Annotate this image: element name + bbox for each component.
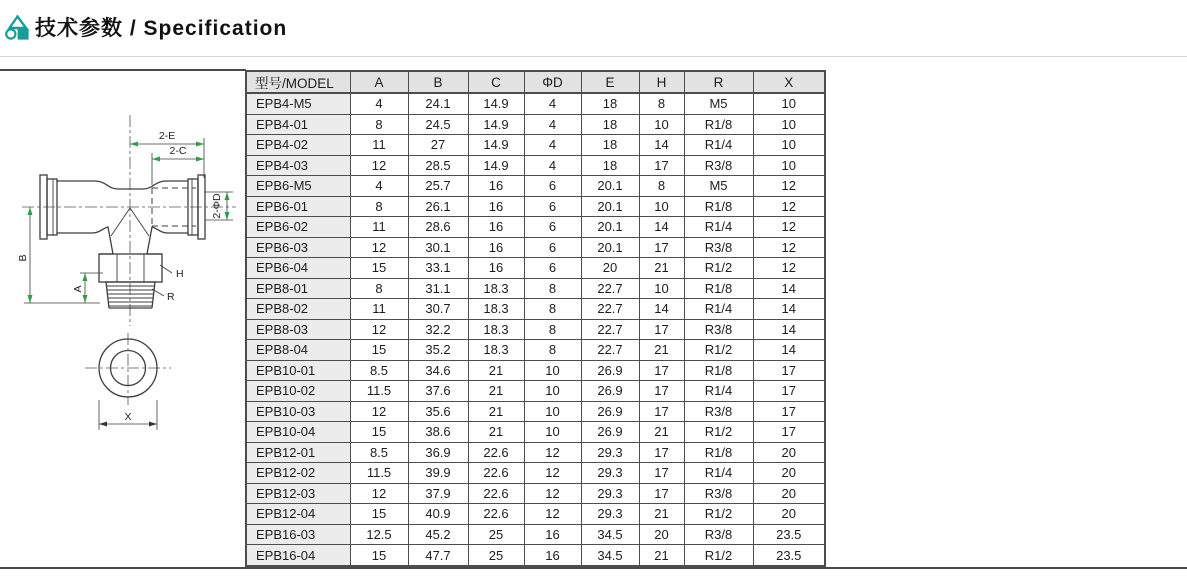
cell-value: 17: [639, 360, 684, 381]
table-row: [246, 545, 825, 566]
cell-value: 6: [524, 196, 581, 217]
cell-value: R1/8: [684, 442, 753, 463]
cell-value: R1/8: [684, 196, 753, 217]
cell-value: 12: [524, 483, 581, 504]
cell-value: 14: [639, 217, 684, 238]
divider-light: [0, 56, 1187, 57]
cell-value: 10: [639, 196, 684, 217]
cell-value: 17: [639, 237, 684, 258]
cell-value: 18.3: [468, 278, 524, 299]
section-header: [0, 0, 1187, 56]
cell-value: R1/8: [684, 360, 753, 381]
cell-value: 16: [468, 237, 524, 258]
cell-value: 33.1: [408, 258, 468, 279]
cell-model: EPB10-04: [246, 422, 350, 443]
cell-value: 26.9: [581, 381, 639, 402]
col-header: X: [753, 71, 825, 93]
cell-model: EPB6-M5: [246, 176, 350, 197]
cell-value: 23.5: [753, 524, 825, 545]
cell-value: 12: [753, 217, 825, 238]
cell-value: 24.1: [408, 93, 468, 114]
dim-label-2phid: 2-ΦD: [211, 193, 223, 219]
cell-value: 21: [468, 401, 524, 422]
cell-value: 18.3: [468, 319, 524, 340]
cell-value: 22.6: [468, 442, 524, 463]
cell-value: 8: [524, 278, 581, 299]
cell-value: 22.7: [581, 299, 639, 320]
cell-value: 12: [524, 463, 581, 484]
cell-value: 8: [350, 196, 408, 217]
table-row: [246, 114, 825, 135]
cell-value: 17: [639, 381, 684, 402]
cell-model: EPB12-04: [246, 504, 350, 525]
cell-value: 21: [468, 422, 524, 443]
cell-value: 10: [524, 360, 581, 381]
cell-value: 10: [524, 422, 581, 443]
cell-value: 20: [753, 442, 825, 463]
cell-value: 15: [350, 504, 408, 525]
cell-value: 18: [581, 155, 639, 176]
cell-value: M5: [684, 93, 753, 114]
cell-value: 18: [581, 93, 639, 114]
cell-value: 12: [350, 483, 408, 504]
table-row: [246, 381, 825, 402]
cell-model: EPB10-02: [246, 381, 350, 402]
shapes-icon: [5, 15, 31, 41]
cell-value: 21: [468, 360, 524, 381]
cell-value: 18: [581, 135, 639, 156]
cell-value: 12: [350, 155, 408, 176]
table-row: [246, 319, 825, 340]
cell-value: 14.9: [468, 135, 524, 156]
cell-value: 11.5: [350, 381, 408, 402]
cell-model: EPB8-03: [246, 319, 350, 340]
cell-value: 21: [639, 258, 684, 279]
cell-value: 21: [639, 422, 684, 443]
cell-value: 14: [639, 135, 684, 156]
cell-model: EPB8-02: [246, 299, 350, 320]
cell-value: 47.7: [408, 545, 468, 566]
table-row: [246, 155, 825, 176]
cell-value: R1/4: [684, 217, 753, 238]
cell-value: 20.1: [581, 176, 639, 197]
cell-value: R1/2: [684, 504, 753, 525]
cell-value: 14: [639, 299, 684, 320]
cell-value: 11.5: [350, 463, 408, 484]
cell-value: 29.3: [581, 442, 639, 463]
table-row: [246, 93, 825, 114]
cell-value: R3/8: [684, 483, 753, 504]
cell-value: 20.1: [581, 217, 639, 238]
cell-value: 26.9: [581, 360, 639, 381]
cell-value: 22.7: [581, 319, 639, 340]
cell-value: 15: [350, 422, 408, 443]
cell-model: EPB10-01: [246, 360, 350, 381]
cell-value: 35.2: [408, 340, 468, 361]
dim-label-b: B: [17, 254, 29, 262]
cell-value: 26.9: [581, 401, 639, 422]
cell-model: EPB4-02: [246, 135, 350, 156]
cell-value: 20: [753, 504, 825, 525]
cell-value: 21: [468, 381, 524, 402]
cell-value: R3/8: [684, 237, 753, 258]
cell-value: 16: [524, 545, 581, 566]
cell-value: 32.2: [408, 319, 468, 340]
table-row: [246, 196, 825, 217]
cell-value: 8.5: [350, 360, 408, 381]
cell-value: 8: [524, 319, 581, 340]
cell-model: EPB8-01: [246, 278, 350, 299]
cell-value: 12: [753, 196, 825, 217]
cell-value: 14.9: [468, 155, 524, 176]
table-row: [246, 258, 825, 279]
cell-value: 28.6: [408, 217, 468, 238]
dim-label-a: A: [72, 285, 84, 293]
cell-value: 39.9: [408, 463, 468, 484]
cell-value: 17: [753, 422, 825, 443]
cell-value: 25: [468, 524, 524, 545]
cell-value: 10: [753, 114, 825, 135]
cell-value: R3/8: [684, 401, 753, 422]
cell-value: 30.7: [408, 299, 468, 320]
cell-value: 16: [468, 217, 524, 238]
cell-value: 14.9: [468, 93, 524, 114]
dim-label-2c: 2-C: [169, 145, 187, 157]
cell-value: 12: [753, 176, 825, 197]
cell-value: R1/2: [684, 545, 753, 566]
cell-value: 26.9: [581, 422, 639, 443]
cell-value: 17: [639, 483, 684, 504]
cell-model: EPB8-04: [246, 340, 350, 361]
cell-value: 17: [639, 442, 684, 463]
cell-model: EPB12-02: [246, 463, 350, 484]
cell-value: 8: [639, 176, 684, 197]
page-title: 技术参数 / Specification: [35, 17, 288, 40]
table-row: [246, 176, 825, 197]
cell-value: 16: [524, 524, 581, 545]
cell-value: 6: [524, 176, 581, 197]
cell-value: 16: [468, 196, 524, 217]
cell-model: EPB12-03: [246, 483, 350, 504]
cell-value: 40.9: [408, 504, 468, 525]
cell-value: 4: [350, 93, 408, 114]
cell-value: 22.6: [468, 463, 524, 484]
cell-value: R1/2: [684, 340, 753, 361]
cell-value: R1/8: [684, 114, 753, 135]
cell-value: 12.5: [350, 524, 408, 545]
table-row: [246, 340, 825, 361]
dim-label-2e: 2-E: [158, 130, 176, 142]
table-row: [246, 483, 825, 504]
cell-model: EPB6-03: [246, 237, 350, 258]
col-header: E: [581, 71, 639, 93]
cell-value: 12: [350, 237, 408, 258]
cell-value: 35.6: [408, 401, 468, 422]
cell-value: 4: [350, 176, 408, 197]
cell-value: 12: [524, 504, 581, 525]
cell-value: 30.1: [408, 237, 468, 258]
cell-value: 10: [524, 381, 581, 402]
cell-value: 6: [524, 217, 581, 238]
cell-value: M5: [684, 176, 753, 197]
col-header: ΦD: [524, 71, 581, 93]
cell-value: 20: [753, 463, 825, 484]
cell-value: 8: [524, 340, 581, 361]
cell-value: R1/2: [684, 422, 753, 443]
table-row: [246, 237, 825, 258]
cell-value: 12: [350, 319, 408, 340]
cell-value: 20: [753, 483, 825, 504]
cell-value: 10: [524, 401, 581, 422]
dim-label-h: H: [176, 268, 184, 280]
cell-value: 36.9: [408, 442, 468, 463]
cell-value: 14: [753, 340, 825, 361]
cell-value: R1/4: [684, 381, 753, 402]
cell-value: 18.3: [468, 340, 524, 361]
table-row: [246, 278, 825, 299]
cell-value: 29.3: [581, 483, 639, 504]
cell-value: 21: [639, 545, 684, 566]
cell-value: 34.5: [581, 545, 639, 566]
table-row: [246, 422, 825, 443]
cell-value: 10: [753, 93, 825, 114]
table-row: [246, 299, 825, 320]
cell-value: 12: [524, 442, 581, 463]
cell-value: 24.5: [408, 114, 468, 135]
table-row: [246, 463, 825, 484]
cell-value: 14: [753, 319, 825, 340]
cell-value: R1/4: [684, 135, 753, 156]
cell-value: 8: [350, 278, 408, 299]
cell-value: 17: [753, 401, 825, 422]
cell-value: 15: [350, 340, 408, 361]
cell-value: 17: [753, 381, 825, 402]
cell-value: 12: [753, 237, 825, 258]
cell-model: EPB6-01: [246, 196, 350, 217]
cell-value: 37.6: [408, 381, 468, 402]
cell-value: 23.5: [753, 545, 825, 566]
cell-value: 34.6: [408, 360, 468, 381]
table-row: [246, 524, 825, 545]
cell-value: 17: [753, 360, 825, 381]
dim-label-r: R: [167, 291, 175, 303]
cell-value: 12: [753, 258, 825, 279]
cell-value: 8: [350, 114, 408, 135]
table-row: [246, 504, 825, 525]
cell-value: 6: [524, 258, 581, 279]
cell-value: 22.6: [468, 504, 524, 525]
cell-value: 6: [524, 237, 581, 258]
cell-model: EPB4-M5: [246, 93, 350, 114]
cell-value: R3/8: [684, 524, 753, 545]
cell-value: 11: [350, 299, 408, 320]
cell-value: 4: [524, 93, 581, 114]
cell-value: 14.9: [468, 114, 524, 135]
cell-value: R1/4: [684, 299, 753, 320]
cell-value: R3/8: [684, 319, 753, 340]
cell-value: 10: [639, 114, 684, 135]
cell-value: 20: [581, 258, 639, 279]
cell-value: 8.5: [350, 442, 408, 463]
cell-model: EPB6-02: [246, 217, 350, 238]
table-row: [246, 217, 825, 238]
cell-value: 17: [639, 463, 684, 484]
table-row: [246, 401, 825, 422]
cell-value: 17: [639, 401, 684, 422]
spec-table: [245, 70, 826, 567]
cell-value: 22.6: [468, 483, 524, 504]
cell-value: 26.1: [408, 196, 468, 217]
dim-label-x: X: [124, 411, 132, 423]
cell-value: 4: [524, 155, 581, 176]
cell-value: 27: [408, 135, 468, 156]
cell-value: 8: [524, 299, 581, 320]
cell-value: 16: [468, 176, 524, 197]
cell-value: 18: [581, 114, 639, 135]
cell-model: EPB16-03: [246, 524, 350, 545]
cell-model: EPB6-04: [246, 258, 350, 279]
cell-value: 45.2: [408, 524, 468, 545]
col-header: A: [350, 71, 408, 93]
fitting-front-view: [40, 175, 205, 308]
col-header: C: [468, 71, 524, 93]
cell-value: R1/2: [684, 258, 753, 279]
table-row: [246, 135, 825, 156]
cell-model: EPB16-04: [246, 545, 350, 566]
cell-value: 17: [639, 155, 684, 176]
cell-value: 11: [350, 217, 408, 238]
col-header: B: [408, 71, 468, 93]
cell-value: R1/4: [684, 463, 753, 484]
table-row: [246, 442, 825, 463]
table-header-row: [246, 71, 825, 93]
cell-value: 4: [524, 135, 581, 156]
cell-model: EPB12-01: [246, 442, 350, 463]
cell-value: 16: [468, 258, 524, 279]
cell-value: 38.6: [408, 422, 468, 443]
cell-value: 21: [639, 340, 684, 361]
col-header: R: [684, 71, 753, 93]
cell-value: 14: [753, 278, 825, 299]
cell-value: 10: [753, 135, 825, 156]
cell-value: 29.3: [581, 463, 639, 484]
cell-value: 25: [468, 545, 524, 566]
technical-drawing: [0, 68, 245, 568]
cell-value: 20: [639, 524, 684, 545]
cell-value: 28.5: [408, 155, 468, 176]
cell-value: 10: [639, 278, 684, 299]
cell-value: 31.1: [408, 278, 468, 299]
table-row: [246, 360, 825, 381]
cell-value: R3/8: [684, 155, 753, 176]
cell-value: 22.7: [581, 278, 639, 299]
cell-model: EPB10-03: [246, 401, 350, 422]
col-header: H: [639, 71, 684, 93]
cell-value: 22.7: [581, 340, 639, 361]
cell-value: 17: [639, 319, 684, 340]
cell-value: 4: [524, 114, 581, 135]
cell-value: 14: [753, 299, 825, 320]
cell-value: 18.3: [468, 299, 524, 320]
cell-value: 21: [639, 504, 684, 525]
cell-value: 15: [350, 258, 408, 279]
cell-value: 25.7: [408, 176, 468, 197]
cell-value: 20.1: [581, 196, 639, 217]
cell-model: EPB4-01: [246, 114, 350, 135]
cell-value: 10: [753, 155, 825, 176]
cell-value: 37.9: [408, 483, 468, 504]
cell-value: 15: [350, 545, 408, 566]
cell-value: 11: [350, 135, 408, 156]
cell-value: 34.5: [581, 524, 639, 545]
cell-value: 20.1: [581, 237, 639, 258]
cell-value: 8: [639, 93, 684, 114]
cell-value: R1/8: [684, 278, 753, 299]
col-header-model: 型号/MODEL: [246, 71, 350, 93]
cell-model: EPB4-03: [246, 155, 350, 176]
cell-value: 29.3: [581, 504, 639, 525]
cell-value: 12: [350, 401, 408, 422]
